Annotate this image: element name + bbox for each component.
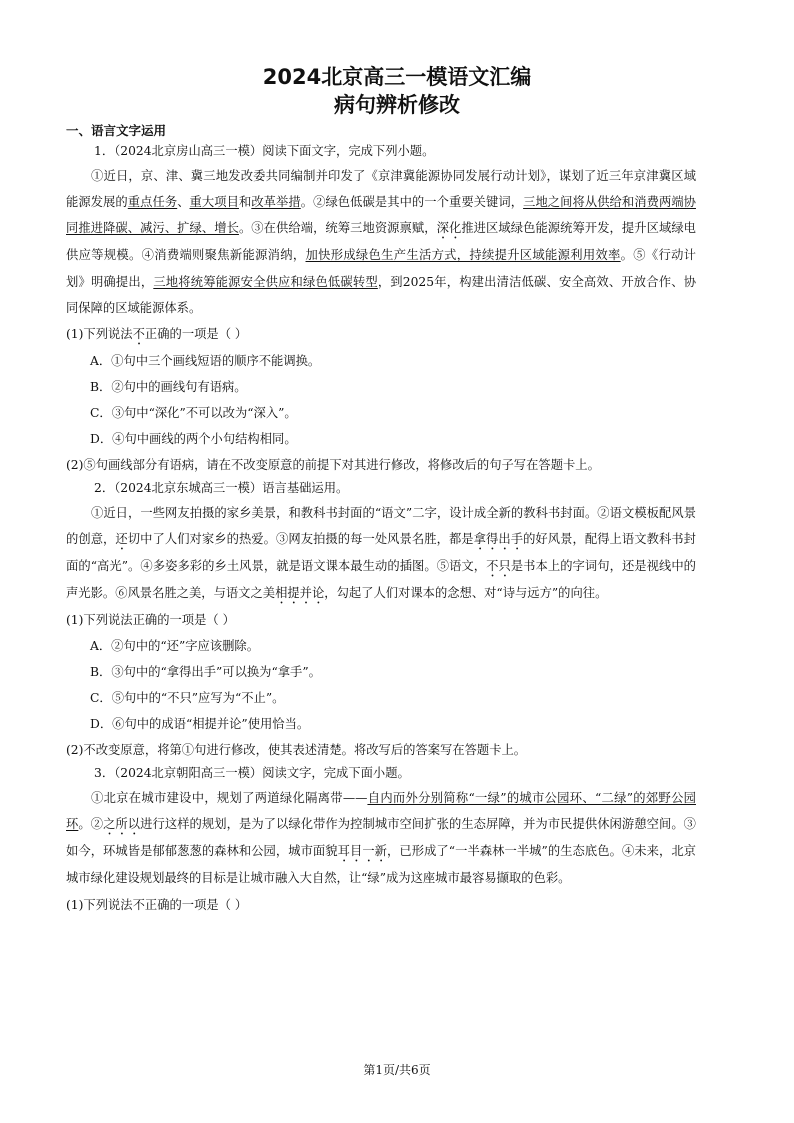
passage-text: ①北京在城市建设中，规划了两道绿化隔离带—— [91,791,368,806]
passage-text: 进行这样的规划，是为了以绿化带作为控制城市空间扩张的生态屏障，并为市民提供休闲游憩空间。③如今，环城皆是郁郁葱葱的森林和公园，城市面貌 [66,817,696,859]
option-b: B．②句中的画线句有语病。 [90,380,247,395]
question-1-passage [66,163,696,321]
passage-text: 和 [238,195,252,210]
section-heading: 一、语言文字运用 [66,123,167,138]
underlined-sentence: 三地之间将从供给和消费两端协同推进降碳、减污、扩绿、增长 [66,195,696,236]
question-2-sub-2: (2)不改变原意，将第①句进行修改，使其表述清楚。将改写后的答案写在答题卡上。 [66,743,527,758]
question-3-sub-1: (1)下列说法不正确的一项是（ ） [66,897,248,912]
dotted-word: 之所以 [103,817,141,832]
passage-text: ，已形成了“一半森林一半城”的生态底色。④未来，北京城市绿化建设规划最终的目标是让城市融入大自然，让“绿”成为这座城市最容易撷取的色彩。 [66,844,696,886]
passage-text: 的好风景，配得上语文教科书封面的“高光”。④多姿多彩的乡土风景，就是语文课本最生动的插图。⑤语文， [66,532,696,574]
passage-text: 推进区域绿色能源统筹开发，提升区域绿电供应等规模。④消费端则聚焦新能源消纳， [66,221,696,263]
sub-question-text: (1)下列说法 [66,327,133,342]
question-3-passage [66,785,696,891]
option-b: B．③句中的“拿得出手”可以换为“拿手”。 [90,665,321,680]
option-c: C．③句中“深化”不可以改为“深入”。 [90,406,297,421]
underlined-phrase: 改革举措 [251,195,301,210]
page-footer: 第1页/共6页 [363,1063,431,1077]
question-3-header: 3．（2024北京朝阳高三一模）阅读文字，完成下面小题。 [94,766,410,781]
question-2-header: 2．（2024北京东城高三一模）语言基础运用。 [94,481,349,496]
document-body [66,121,696,918]
passage-text: ，到2025年，构建出清洁低碳、安全高效、开放合作、协同保障的区域能源体系。 [66,274,696,315]
option-d: D．⑥句中的成语“相提并论”使用恰当。 [90,717,310,732]
underlined-phrase: 重点任务 [127,195,178,210]
dotted-word: 不只 [486,559,511,574]
question-1-sub-2: (2)⑤句画线部分有语病，请在不改变原意的前提下对其进行修改，将修改后的句子写在答题卡上。 [66,458,600,473]
underlined-sentence: 三地将统筹能源安全供应和绿色低碳转型 [153,274,378,289]
passage-text: ①近日，京、津、冀三地发改委共同编制并印发了《京津冀能源协同发展行动计划》，谋划了近三年京津冀区域能源发展的 [66,169,696,210]
underlined-sentence: 自内而外分别简称“一绿”的城市公园环、“二绿”的郊野公园环 [66,791,696,832]
option-c: C．⑤句中的“不只”应写为“不止”。 [90,691,285,706]
dotted-word: 拿得出手 [473,532,524,547]
passage-text: ①近日，一些网友拍摄的家乡美景，和教科书封面的“语文”二字，设计成全新的教科书封面。②语文模板配风景的创意， [66,506,696,547]
dotted-word: 耳目一新 [337,844,388,859]
dotted-word: 相提并论 [275,586,325,601]
sub-question-text: 正确的一项是（ ） [144,327,248,342]
document-subtitle: 病句辨析修改 [334,93,460,117]
option-d: D．④句中画线的两个小句结构相同。 [90,432,297,447]
question-1-sub-1 [66,321,696,348]
passage-text: ，勾起了人们对课本的念想、对“诗与远方”的向往。 [324,586,608,601]
passage-text: 。⑤《行动计划》明确提出， [66,248,696,289]
document-title: 2024北京高三一模语文汇编 [262,65,532,89]
passage-text: 切中了人们对家乡的热爱。③网友拍摄的每一处风景名胜，都是 [127,532,474,547]
passage-text: 。②绿色低碳是其中的一个重要关键词， [300,195,524,210]
question-2-passage [66,500,696,607]
passage-text: 、 [177,195,190,210]
underlined-phrase: 重大项目 [189,195,239,210]
underlined-sentence: 加快形成绿色生产生活方式，持续提升区域能源利用效率 [305,248,621,263]
option-a: A．①句中三个画线短语的顺序不能调换。 [90,354,321,369]
passage-text: 是书本上的字词句，还是视线中的声光影。⑥风景名胜之美，与语文之美 [66,559,696,601]
dotted-word: 深化 [436,221,462,236]
dotted-word: 还 [115,532,128,547]
question-1-header: 1．（2024北京房山高三一模）阅读下面文字，完成下列小题。 [94,144,435,158]
question-2-sub-1: (1)下列说法正确的一项是（ ） [66,613,235,628]
dotted-word: 不 [132,327,145,342]
option-a: A．②句中的“还”字应该删除。 [90,639,260,654]
passage-text: 。② [78,817,104,832]
passage-text: 。③在供给端，统筹三地资源禀赋， [238,221,437,236]
